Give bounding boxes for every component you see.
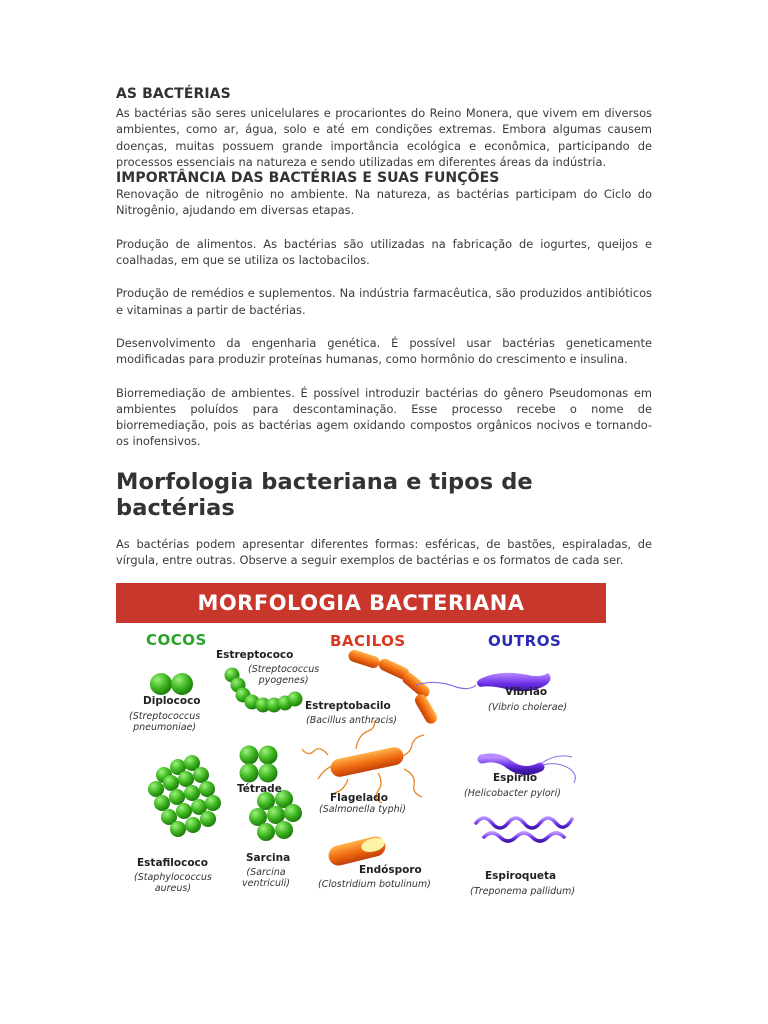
section-title-importancia: IMPORTÂNCIA DAS BACTÉRIAS E SUAS FUNÇÕES xyxy=(116,170,500,187)
endosporo-label: Endósporo xyxy=(359,864,422,876)
paragraph-remedios: Produção de remédios e suplementos. Na indústria farmacêutica, são produzidos antibióticos e vitaminas a partir de bactérias. xyxy=(116,286,652,317)
estafilococo-sci: (Staphylococcus aureus) xyxy=(134,872,212,894)
figure-banner xyxy=(116,583,606,623)
estreptobacilo-label: Estreptobacilo xyxy=(305,700,391,712)
endosporo-sci: (Clostridium botulinum) xyxy=(318,879,431,890)
category-cocos: COCOS xyxy=(146,631,207,649)
morfologia-paragraph: As bactérias podem apresentar diferentes formas: esféricas, de bastões, espiraladas, de vírgula, entre outras. Observe a seguir exemplos de bactérias e os formatos de cada ser. xyxy=(116,536,652,568)
flagelado-illustration xyxy=(302,721,424,803)
sarcina-label: Sarcina xyxy=(246,852,291,864)
paragraph-alimentos: Produção de alimentos. As bactérias são utilizadas na fabricação de iogurtes, queijos e coalhadas, em que se utiliza os lactobacilos. xyxy=(116,236,652,268)
paragraph-engenharia: Desenvolvimento da engenharia genética. É possível usar bactérias geneticamente modificadas para produzir proteínas humanas, como hormônio do crescimento e insulina. xyxy=(116,335,652,367)
diplococo-sci: (Streptococcus pneumoniae) xyxy=(129,711,201,733)
endosporo-illustration xyxy=(326,834,387,867)
vibriao-sci: (Vibrio cholerae) xyxy=(488,702,568,713)
section-title-bacterias: AS BACTÉRIAS xyxy=(116,86,231,102)
paragraph-biorremediacao: Biorremediação de ambientes. É possível introduzir bactérias do gênero Pseudomonas em ambientes poluídos para descontaminação. Esse processo recebe o nome de biorremediação, pois as bactérias agem oxidando compostos orgânicos nocivos e tornando-os inofensivos. xyxy=(116,385,652,449)
espirilo-label: Espirilo xyxy=(493,772,538,784)
estreptococo-label: Estreptococo xyxy=(216,649,294,661)
espiroqueta-label: Espiroqueta xyxy=(485,870,557,882)
espirilo-sci: (Helicobacter pylori) xyxy=(464,788,561,799)
estreptococo-sci: (Streptococcus pyogenes) xyxy=(248,664,320,686)
tetrade-illustration xyxy=(240,746,278,783)
estafilococo-illustration xyxy=(148,755,221,837)
sarcina-illustration xyxy=(249,790,302,841)
espiroqueta-illustration xyxy=(476,818,572,841)
espiroqueta-sci: (Treponema pallidum) xyxy=(470,886,576,897)
estreptobacilo-sci: (Bacillus anthracis) xyxy=(306,715,398,726)
section-title-morfologia: Morfologia bacteriana e tipos de bactérias xyxy=(116,468,533,521)
sarcina-sci: (Sarcina ventriculi) xyxy=(242,867,290,889)
diplococo-label: Diplococo xyxy=(143,695,201,707)
figure-banner-title: MORFOLOGIA BACTERIANA xyxy=(197,591,525,615)
category-outros: OUTROS xyxy=(488,632,562,650)
morfologia-figure xyxy=(116,583,606,905)
tetrade-label: Tétrade xyxy=(237,783,282,795)
intro-paragraph: As bactérias são seres unicelulares e procariontes do Reino Monera, que vivem em diversos ambientes, como ar, água, solo e até em condições extremas. Embora algumas causem doenças, muitas possuem grande importância ecológica e econômica, participando de processos essenciais na natureza e sendo utilizadas em diferentes áreas da indústria. xyxy=(116,106,652,169)
flagelado-sci: (Salmonella typhi) xyxy=(319,804,406,815)
diplococo-illustration xyxy=(150,673,193,695)
flagelado-label: Flagelado xyxy=(330,792,388,804)
estafilococo-label: Estafilococo xyxy=(137,857,208,869)
category-bacilos: BACILOS xyxy=(330,632,406,650)
paragraph-nitrogenio: Renovação de nitrogênio no ambiente. Na natureza, as bactérias participam do Ciclo do Nitrogênio, ajudando em diversas etapas. xyxy=(116,187,652,218)
vibriao-label: Vibrião xyxy=(505,686,548,698)
article xyxy=(116,86,652,568)
